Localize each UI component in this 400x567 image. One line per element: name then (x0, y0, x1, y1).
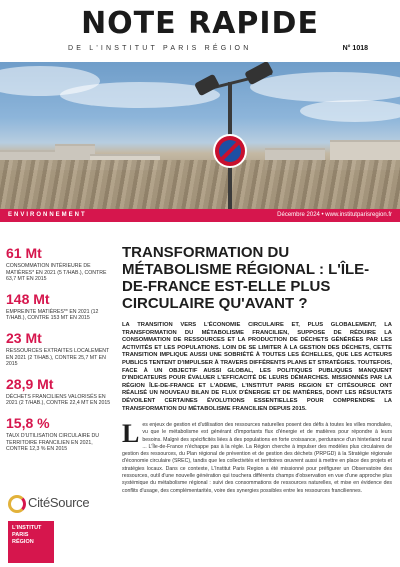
citesource-mark-icon (8, 495, 26, 513)
logo-line: L'INSTITUT (12, 525, 42, 531)
article-body-text: es enjeux de gestion et d'utilisation des ressources naturelles posent des défis à toutes les villes mondiales, vu que le métabolisme est générant d'importants flux d'énergie et de matières pour répondre à leurs besoins. Malgré des spécificités liées à des populations en forte croissance, perdurance d'un hinterland rural ... L'Île-de-France n'échappe pas à la règle. La Région cherche à impulser des modèles plus circulaires de gestion des ressources, du Plan régional de prévention et de gestion des déchets (PRPGD) à la Stratégie régionale d'économie circulaire (SREC), tandis que les collectivités et territoires œuvrent aussi à mettre en place des projets et stratégies locaux. Dans ce contexte, L'Institut Paris Region a été missionné pour préfigurer un Observatoire des ressources, outil d'une nouvelle génération qui touchera différents champs d'observation en vue d'une approche plus systémique du métabolisme régional : suivi des consommations de ressources naturelles, et mise en évidence des conflits d'usage, des complémentarités, voire des synergies possibles entre les ressources franciliennes. (122, 422, 392, 494)
stat-value: 148 Mt (6, 290, 50, 307)
masthead-subtitle-row (68, 44, 368, 54)
stat-value: 28,9 Mt (6, 375, 54, 392)
logo-line: RÉGION (12, 539, 34, 545)
stat-value: 61 Mt (6, 245, 42, 261)
article-lede: LA TRANSITION VERS L'ÉCONOMIE CIRCULAIRE ET, PLUS GLOBALEMENT, LA TRANSFORMATION DU MÉTABOLISME FRANCILIEN, SUPPOSE DE RÉDUIRE LA CONSOMMATION DE RESSOURCES ET LA PRODUCTION DE DÉCHETS GÉNÉRÉES PAR LES ACTIVITÉS ET LES POPULATIONS. LOIN DE SE LIMITER À LA GESTION DES DÉCHETS, CETTE TRANSITION IMPLIQUE AUSSI UNE SOBRIÉTÉ À TOUTES LES ÉCHELLES, QUE LES ACTEURS PUBLICS TENTENT D'IMPULSER À TRAVERS DIFFÉRENTS PLANS ET STRATÉGIES. TOUTEFOIS, FACE À UN OBJECTIF AUSSI GLOBAL, LES POLITIQUES PUBLIQUES MANQUENT D'INDICATEURS POUR ÉVALUER L'EFFICACITÉ DE LEURS DÉMARCHES. MISSIONNÉS PAR LA RÉGION ÎLE-DE-FRANCE ET L'ADEME, L'INSTITUT PARIS REGION ET CITÉSOURCE ONT RÉALISÉ UN NOUVEAU BILAN DE FLUX D'ÉNERGIE ET DE MATIÈRES, DONT LES RÉSULTATS DÉVOILENT CERTAINES ÉVOLUTIONS ESSENTIELLES POUR COMPRENDRE LA TRANSFORMATION DU MÉTABOLISME FRANCILIEN DEPUIS 2015. (122, 322, 392, 412)
publication-subtitle: DE L'INSTITUT PARIS RÉGION (68, 45, 252, 52)
category-label: ENVIRONNEMENT (8, 212, 87, 218)
citesource-name: CitéSource (28, 495, 90, 510)
stat-description: TAUX D'UTILISATION CIRCULAIRE DU TERRITOIRE FRANCILIEN EN 2021, CONTRE 12,3 % EN 2015 (6, 432, 100, 453)
stat-description: EMPREINTE MATIÈRES** EN 2021 (12 T/HAB.), CONTRE 153 MT EN 2015 (6, 308, 99, 322)
issue-number: N° 1018 (342, 45, 368, 52)
stat-value: 15,8 % (6, 414, 50, 431)
drop-cap: L (122, 419, 140, 448)
stat-item (6, 292, 112, 322)
stat-item (6, 377, 112, 407)
stat-description: CONSOMMATION INTÉRIEURE DE MATIÈRES* EN 2021 (5 T/HAB.), CONTRE 63,7 MT EN 2015 (6, 263, 107, 283)
institut-paris-region-logo (8, 521, 54, 563)
article-body (122, 419, 392, 495)
citesource-logo (8, 492, 112, 514)
logo-line: PARIS (12, 532, 29, 538)
category-band (0, 209, 400, 222)
stat-item (6, 331, 112, 368)
article-header (122, 244, 392, 413)
stat-item (6, 246, 112, 283)
key-figures (6, 246, 112, 462)
article-headline: TRANSFORMATION DU MÉTABOLISME RÉGIONAL : L'ÎLE-DE-FRANCE EST-ELLE PLUS CIRCULAIRE QU'AVANT ? (122, 244, 370, 312)
stat-description: DÉCHETS FRANCILIENS VALORISÉS EN 2021 (2 T/HAB.), CONTRE 22,4 MT EN 2015 (6, 393, 111, 407)
cover-photo (0, 62, 400, 209)
stat-item (6, 416, 112, 453)
date-and-website: Décembre 2024 • www.institutparisregion.fr (277, 212, 392, 218)
masthead (0, 0, 400, 62)
stat-value: 23 Mt (6, 329, 42, 346)
publication-title: NOTE RAPIDE (81, 6, 319, 41)
stat-description: RESSOURCES EXTRAITES LOCALEMENT EN 2021 (2 T/HAB.), CONTRE 25,7 MT EN 2015 (6, 347, 110, 368)
